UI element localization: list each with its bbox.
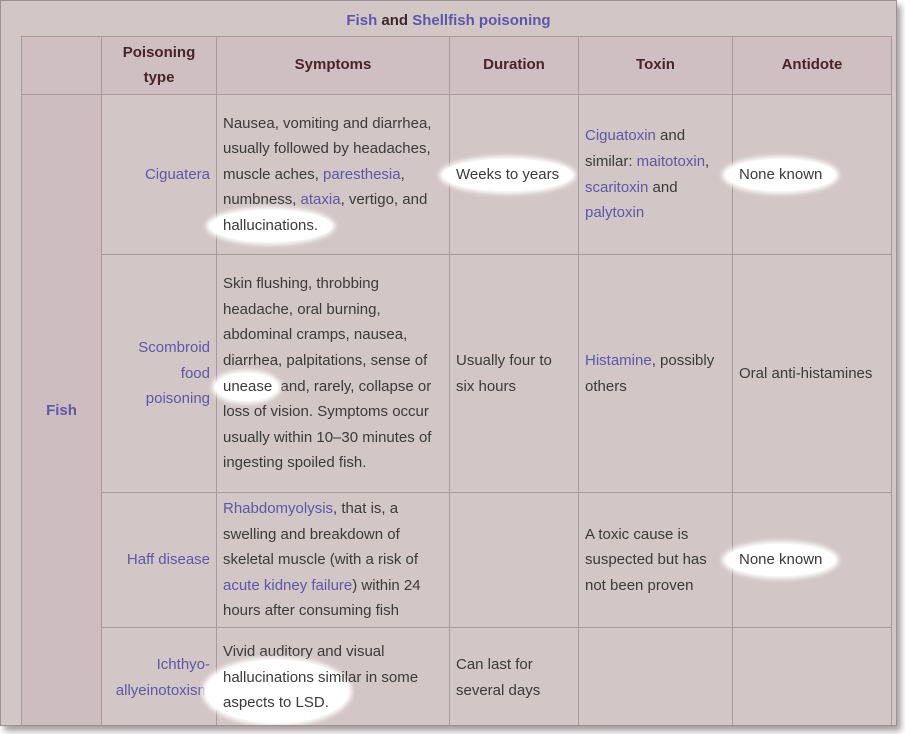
- acute-kidney-failure-link[interactable]: acute kidney failure: [223, 576, 353, 594]
- ataxia-link[interactable]: ataxia: [300, 191, 341, 209]
- caption-link-fish[interactable]: Fish: [346, 12, 378, 29]
- haff-disease-link[interactable]: Haff disease: [126, 551, 210, 569]
- header-antidote: Antidote: [733, 37, 892, 95]
- toxin-text: and: [648, 178, 678, 196]
- table-caption: [1, 12, 896, 29]
- caption-link-shellfish[interactable]: Shellfish poisoning: [412, 12, 551, 29]
- symptoms-cell: [217, 628, 450, 727]
- symptoms-text: , that is, a swelling and breakdown of skeletal muscle (with a risk of: [223, 500, 419, 569]
- symptoms-text: Skin flushing, throbbing headache, oral burning, abdominal cramps, nausea, diarrhea, palpitations, sense of: [223, 275, 428, 369]
- histamine-link[interactable]: Histamine: [585, 351, 652, 369]
- scombroid-link[interactable]: [138, 339, 210, 407]
- antidote-cell: [733, 95, 892, 255]
- paresthesia-link[interactable]: paresthesia: [323, 165, 401, 183]
- table-row: [22, 493, 892, 628]
- symptoms-text: , numbness,: [223, 165, 405, 209]
- highlighted-text: None known: [739, 165, 823, 183]
- category-fish[interactable]: [22, 95, 102, 727]
- symptoms-cell: [217, 255, 450, 493]
- toxin-text: ,: [705, 152, 710, 170]
- ciguatera-link[interactable]: Ciguatera: [144, 165, 210, 183]
- toxin-text: , possibly others: [585, 351, 715, 395]
- toxin-cell: [579, 95, 733, 255]
- symptoms-text: Nausea, vomiting and diarrhea, usually followed by headaches, muscle aches,: [223, 114, 432, 183]
- maitotoxin-link[interactable]: maitotoxin: [636, 152, 706, 170]
- symptoms-cell: [217, 493, 450, 628]
- rhabdomyolysis-link[interactable]: Rhabdomyolysis: [223, 500, 334, 518]
- type-line: Ichthyo-: [156, 655, 210, 673]
- type-line: Scombroid: [138, 339, 210, 357]
- category-fish-link[interactable]: Fish: [46, 402, 77, 420]
- poisoning-type-cell: [102, 255, 217, 493]
- antidote-cell: [733, 493, 892, 628]
- symptoms-text: Vivid auditory and visual: [223, 643, 385, 661]
- duration-cell: [450, 95, 579, 255]
- scaritoxin-link[interactable]: scaritoxin: [585, 178, 649, 196]
- table-row: [22, 95, 892, 255]
- antidote-cell: Oral anti-histamines: [733, 255, 892, 493]
- ciguatoxin-link[interactable]: Ciguatoxin: [585, 127, 656, 145]
- header-toxin: Toxin: [579, 37, 733, 95]
- poisoning-table: [21, 36, 892, 726]
- header-symptoms: Symptoms: [217, 37, 450, 95]
- table-row: [22, 628, 892, 727]
- header-poisoning-type: Poisoning type: [102, 37, 217, 95]
- poisoning-type-cell: [102, 493, 217, 628]
- symptoms-text: ) within 24 hours after consuming fish: [223, 576, 421, 620]
- highlighted-text: Weeks to years: [456, 165, 560, 183]
- highlighted-text: unease: [223, 377, 273, 395]
- highlighted-text: None known: [739, 551, 823, 569]
- corner-cell: [22, 37, 102, 95]
- duration-cell: [450, 493, 579, 628]
- poisoning-type-cell: [102, 95, 217, 255]
- caption-connector: and: [377, 12, 413, 29]
- type-line: poisoning: [145, 390, 210, 408]
- toxin-cell: A toxic cause is suspected but has not been proven: [579, 493, 733, 628]
- toxin-cell: [579, 628, 733, 727]
- duration-cell: Usually four to six hours: [450, 255, 579, 493]
- highlighted-text: hallucinations similar in some aspects to LSD.: [223, 668, 419, 712]
- header-row: [22, 37, 892, 95]
- header-duration: Duration: [450, 37, 579, 95]
- table-row: [22, 255, 892, 493]
- highlighted-text: hallucinations.: [223, 216, 319, 234]
- antidote-cell: [733, 628, 892, 727]
- poisoning-type-cell: [102, 628, 217, 727]
- toxin-text: and similar:: [585, 127, 686, 170]
- type-line: allyeinotoxism: [115, 681, 210, 699]
- duration-cell: Can last for several days: [450, 628, 579, 727]
- type-line: food: [180, 364, 210, 382]
- palytoxin-link[interactable]: palytoxin: [585, 204, 645, 222]
- symptoms-text: , vertigo, and: [340, 191, 428, 209]
- toxin-cell: [579, 255, 733, 493]
- ichthyoallyeinotoxism-link[interactable]: [116, 656, 210, 699]
- symptoms-text: , and, rarely, collapse or loss of vision. Symptoms occur usually within 10–30 minutes of ingesting spoiled fish.: [223, 377, 432, 472]
- symptoms-cell: [217, 95, 450, 255]
